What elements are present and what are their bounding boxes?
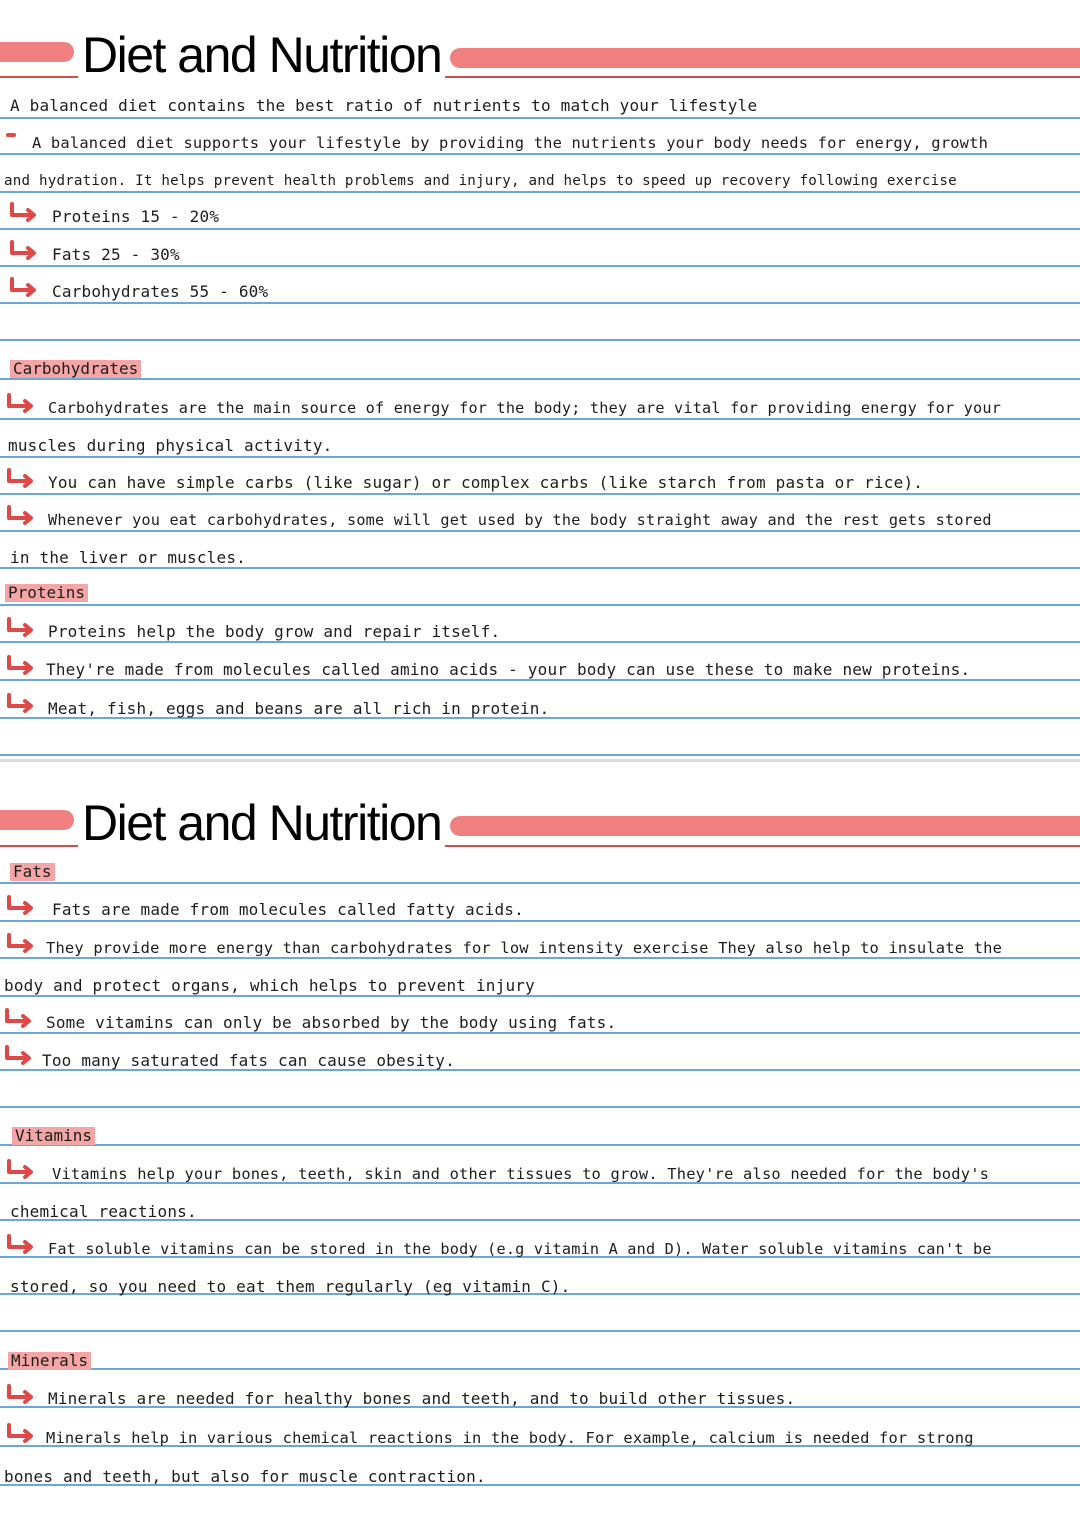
body-text: Minerals help in various chemical reactions in the body. For example, calcium is needed for strong	[46, 1429, 974, 1447]
body-text: Meat, fish, eggs and beans are all rich in protein.	[48, 699, 550, 718]
ratio-item: Proteins 15 - 20%	[52, 207, 220, 226]
ruled-line	[0, 604, 1080, 606]
hooked-arrow-icon	[6, 933, 36, 953]
section-heading-proteins: Proteins	[5, 584, 88, 602]
notes-page-2	[0, 762, 1080, 1519]
body-text: Proteins help the body grow and repair itself.	[48, 622, 501, 641]
section-heading-minerals: Minerals	[8, 1352, 91, 1370]
body-text: Some vitamins can only be absorbed by the body using fats.	[46, 1013, 617, 1032]
hooked-arrow-icon	[6, 468, 36, 488]
body-text: You can have simple carbs (like sugar) or complex carbs (like starch from pasta or rice).	[48, 473, 924, 492]
body-text: Minerals are needed for healthy bones and teeth, and to build other tissues.	[48, 1389, 796, 1408]
ruled-line	[0, 1144, 1080, 1146]
hooked-arrow-icon	[6, 895, 36, 915]
intro-line: A balanced diet supports your lifestyle by providing the nutrients your body needs for energy, growth	[32, 134, 989, 152]
hooked-arrow-icon	[6, 1384, 36, 1404]
dash-bullet-icon	[6, 133, 16, 137]
ruled-line	[0, 1106, 1080, 1108]
body-text: Too many saturated fats can cause obesity.	[42, 1051, 455, 1070]
hooked-arrow-icon	[9, 202, 39, 222]
title-banner-left	[0, 810, 74, 830]
ruled-line	[0, 117, 1080, 119]
body-text: chemical reactions.	[10, 1202, 197, 1221]
ruled-line	[0, 228, 1080, 230]
body-text: Carbohydrates are the main source of energy for the body; they are vital for providing energy for your	[48, 399, 1002, 417]
hooked-arrow-icon	[9, 277, 39, 297]
ruled-line	[0, 339, 1080, 341]
hooked-arrow-icon	[6, 505, 36, 525]
page-title: Diet and Nutrition	[78, 798, 445, 848]
ruled-line	[0, 456, 1080, 458]
ruled-line	[0, 265, 1080, 267]
hooked-arrow-icon	[6, 1423, 36, 1443]
hooked-arrow-icon	[6, 693, 36, 713]
ratio-item: Carbohydrates 55 - 60%	[52, 282, 269, 301]
ruled-line	[0, 493, 1080, 495]
ruled-line	[0, 191, 1080, 193]
body-text: muscles during physical activity.	[8, 436, 333, 455]
body-text: They provide more energy than carbohydrates for low intensity exercise They also help to insulate the	[46, 939, 1003, 957]
body-text: They're made from molecules called amino acids - your body can use these to make new proteins.	[46, 660, 971, 679]
section-heading-carbohydrates: Carbohydrates	[10, 360, 141, 378]
ruled-line	[0, 882, 1080, 884]
body-text: stored, so you need to eat them regularly (eg vitamin C).	[10, 1277, 571, 1296]
hooked-arrow-icon	[4, 1045, 34, 1065]
intro-line: and hydration. It helps prevent health problems and injury, and helps to speed up recovery following exercise	[4, 173, 957, 189]
ruled-line	[0, 1330, 1080, 1332]
hooked-arrow-icon	[9, 240, 39, 260]
section-heading-vitamins: Vitamins	[12, 1127, 95, 1145]
page-title: Diet and Nutrition	[78, 30, 445, 80]
body-text: Vitamins help your bones, teeth, skin and other tissues to grow. They're also needed for the body's	[52, 1165, 990, 1183]
ruled-line	[0, 920, 1080, 922]
ruled-line	[0, 1368, 1080, 1370]
ruled-line	[0, 418, 1080, 420]
body-text: Fat soluble vitamins can be stored in the body (e.g vitamin A and D). Water soluble vitamins can't be	[48, 1240, 992, 1258]
ruled-line	[0, 754, 1080, 756]
ruled-line	[0, 302, 1080, 304]
hooked-arrow-icon	[6, 1234, 36, 1254]
hooked-arrow-icon	[6, 655, 36, 675]
ruled-line	[0, 378, 1080, 380]
ratio-item: Fats 25 - 30%	[52, 245, 180, 264]
body-text: body and protect organs, which helps to prevent injury	[4, 976, 535, 995]
hooked-arrow-icon	[4, 1008, 34, 1028]
ruled-line	[0, 530, 1080, 532]
body-text: Whenever you eat carbohydrates, some will get used by the body straight away and the rest gets stored	[48, 511, 992, 529]
body-text: Fats are made from molecules called fatty acids.	[52, 900, 524, 919]
body-text: bones and teeth, but also for muscle contraction.	[4, 1467, 486, 1486]
section-heading-fats: Fats	[10, 863, 55, 881]
title-banner-right	[450, 816, 1080, 836]
hooked-arrow-icon	[6, 617, 36, 637]
body-text: in the liver or muscles.	[10, 548, 246, 567]
ruled-line	[0, 153, 1080, 155]
hooked-arrow-icon	[6, 1159, 36, 1179]
hooked-arrow-icon	[6, 393, 36, 413]
title-banner-right	[450, 48, 1080, 68]
title-banner-left	[0, 42, 74, 62]
intro-line: A balanced diet contains the best ratio of nutrients to match your lifestyle	[10, 96, 758, 115]
